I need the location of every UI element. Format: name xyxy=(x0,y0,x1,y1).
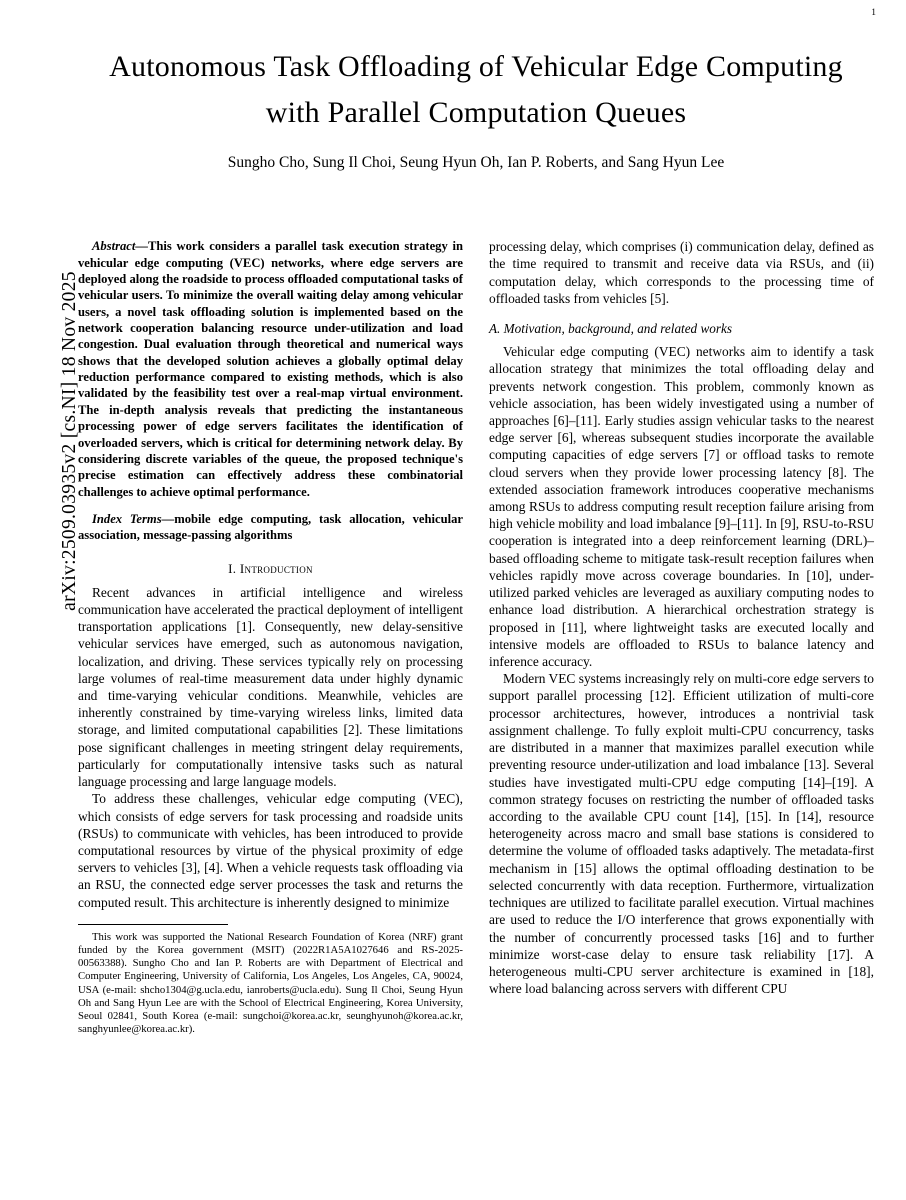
footnote-text: This work was supported the National Research Foundation of Korea (NRF) grant funded by the Korea government (MSIT) (2022R1A5A1027646 and RS-2025-00563388). Sungho Cho and Ian P. Roberts are with Department of Electrical and Computer Engineering, University of California, Los Angeles, Los Angeles, CA, 90024, USA (e-mail: shcho1304@g.ucla.edu, ianroberts@ucla.edu). Sung Il Choi, Seung Hyun Oh and Sang Hyun Lee are with the School of Electrical Engineering, Korea University, Seoul 02841, South Korea (e-mail: sungchoi@korea.ac.kr, seunghyunoh@korea.ac.kr, sanghyunlee@korea.ac.kr). xyxy=(78,930,463,1036)
index-terms-block xyxy=(78,511,463,544)
paragraph-right-1: processing delay, which comprises (i) communication delay, defined as the time required to transmit and receive data via RSUs, and (ii) computation delay, which corresponds to the processing time of offloaded tasks from vehicles [5]. xyxy=(489,239,874,306)
page-title: Autonomous Task Offloading of Vehicular Edge Computing with Parallel Computation Queues xyxy=(109,50,843,129)
paragraph-intro-1: Recent advances in artificial intelligence and wireless communication have accelerated the practical deployment of intelligent transportation applications [1]. Consequently, new delay-sensitive vehicular services have emerged, such as autonomous navigation, localization, and driving. These services typically rely on processing large volumes of real-time measurement data under highly dynamic and time-varying vehicular conditions. Meanwhile, vehicles are inherently constrained by time-varying wireless links, limited data storage, and limited computational capabilities [2]. These limitations pose significant challenges in meeting stringent delay requirements, particularly for computationally intensive tasks such as natural language processing and large language models. xyxy=(78,584,463,790)
abstract-text: This work considers a parallel task execution strategy in vehicular edge computing (VEC) networks, where edge servers are deployed along the roadside to process offloaded computational tasks of vehicular users. To minimize the overall waiting delay among vehicular users, a novel task offloading solution is implemented based on the network cooperation balancing resource under-utilization and load congestion. Dual evaluation through theoretical and numerical ways shows that the developed solution achieves a globally optimal delay reduction performance compared to existing methods, which is also validated by the feasibility test over a real-map virtual environment. The in-depth analysis reveals that predicting the instantaneous processing power of edge servers facilitates the identification of overloaded servers, which is critical for determining network delay. By considering discrete variables of the queue, the proposed technique's precise estimation can effectively address these combinatorial challenges to achieve optimal performance. xyxy=(78,239,463,499)
paragraph-right-2: Vehicular edge computing (VEC) networks aim to identify a task allocation strategy that minimizes the total offloading delay and prevents network congestion. This problem, commonly known as vehicle association, has been widely investigated using a number of approaches [6]–[11]. Early studies assign vehicular tasks to the nearest edge server [6], whereas subsequent studies incorporate the available computing capacities of edge servers [7] or offload tasks to remote cloud servers when they provide lower processing latency [8]. The extended association framework introduces cooperative mechanisms among RSUs to address computing result reception failure arising from high vehicle mobility and load imbalance [9]–[11]. In [9], RSU-to-RSU cooperation is integrated into a deep reinforcement learning (DRL)–based offloading scheme to mitigate task-result reception failures when vehicles rapidly move across coverage boundaries. In [10], under-utilized parked vehicles are leveraged as auxiliary computing nodes to enhance load distribution. A hierarchical orchestration strategy is proposed in [11], where lightweight tasks are executed locally and intensive models are offloaded to RSUs to balance latency and inference accuracy. xyxy=(489,344,874,669)
paragraph-intro-2: To address these challenges, vehicular edge computing (VEC), which consists of edge servers for task processing and roadside units (RSUs) to communicate with vehicles, has been introduced to provide computational resources by virtue of the physical proximity of edge servers to vehicles [3], [4]. When a vehicle requests task offloading via an RSU, the connected edge server processes the task and returns the computed result. This architecture is inherently designed to minimize xyxy=(78,791,463,910)
two-column-body xyxy=(78,238,874,1036)
page-number: 1 xyxy=(871,8,876,18)
index-terms-text: mobile edge computing, task allocation, vehicular association, message-passing algorithms xyxy=(78,511,464,543)
left-column xyxy=(78,238,463,1036)
abstract-block xyxy=(78,238,463,500)
arxiv-stamp: arXiv:2509.03935v2 [cs.NI] 18 Nov 2025 xyxy=(59,271,80,611)
abstract-label: Abstract— xyxy=(92,239,148,254)
section-heading-introduction: I. Introduction xyxy=(228,560,313,576)
paper-content xyxy=(78,0,874,1036)
footnote-divider xyxy=(78,924,228,925)
right-column xyxy=(489,238,874,1036)
author-list: Sungho Cho, Sung Il Choi, Seung Hyun Oh, Ian P. Roberts, and Sang Hyun Lee xyxy=(227,154,725,172)
index-terms-label: Index Terms— xyxy=(92,511,175,526)
subsection-heading-motivation: A. Motivation, background, and related works xyxy=(489,321,732,337)
paragraph-right-3: Modern VEC systems increasingly rely on multi-core edge servers to support parallel processing [12]. Efficient utilization of multi-core processor architectures, however, introduces a nontrivial task assignment challenge. To fully exploit multi-CPU concurrency, tasks are distributed in a manner that maximizes parallel execution while preventing resource under-utilization and load imbalance [13]. Several studies have investigated multi-CPU edge computing [14]–[19]. A common strategy focuses on restricting the number of offloaded tasks according to the available CPU count [14], [15]. In [14], resource heterogeneity across macro and small base stations is considered to determine the volume of offloaded tasks adaptively. The metadata-first mechanism in [15] allows the optimal offloading destination to be selected concurrently with data reception. Furthermore, virtualization techniques are utilized to facilitate parallel execution. Virtual machines are used to reduce the I/O interference that grows exponentially with the number of concurrently processed tasks [16] and to further minimize worst-case delay to ensure task reliability [17]. A heterogeneous multi-CPU server architecture is examined in [18], where load balancing across servers with different CPU xyxy=(489,671,874,997)
